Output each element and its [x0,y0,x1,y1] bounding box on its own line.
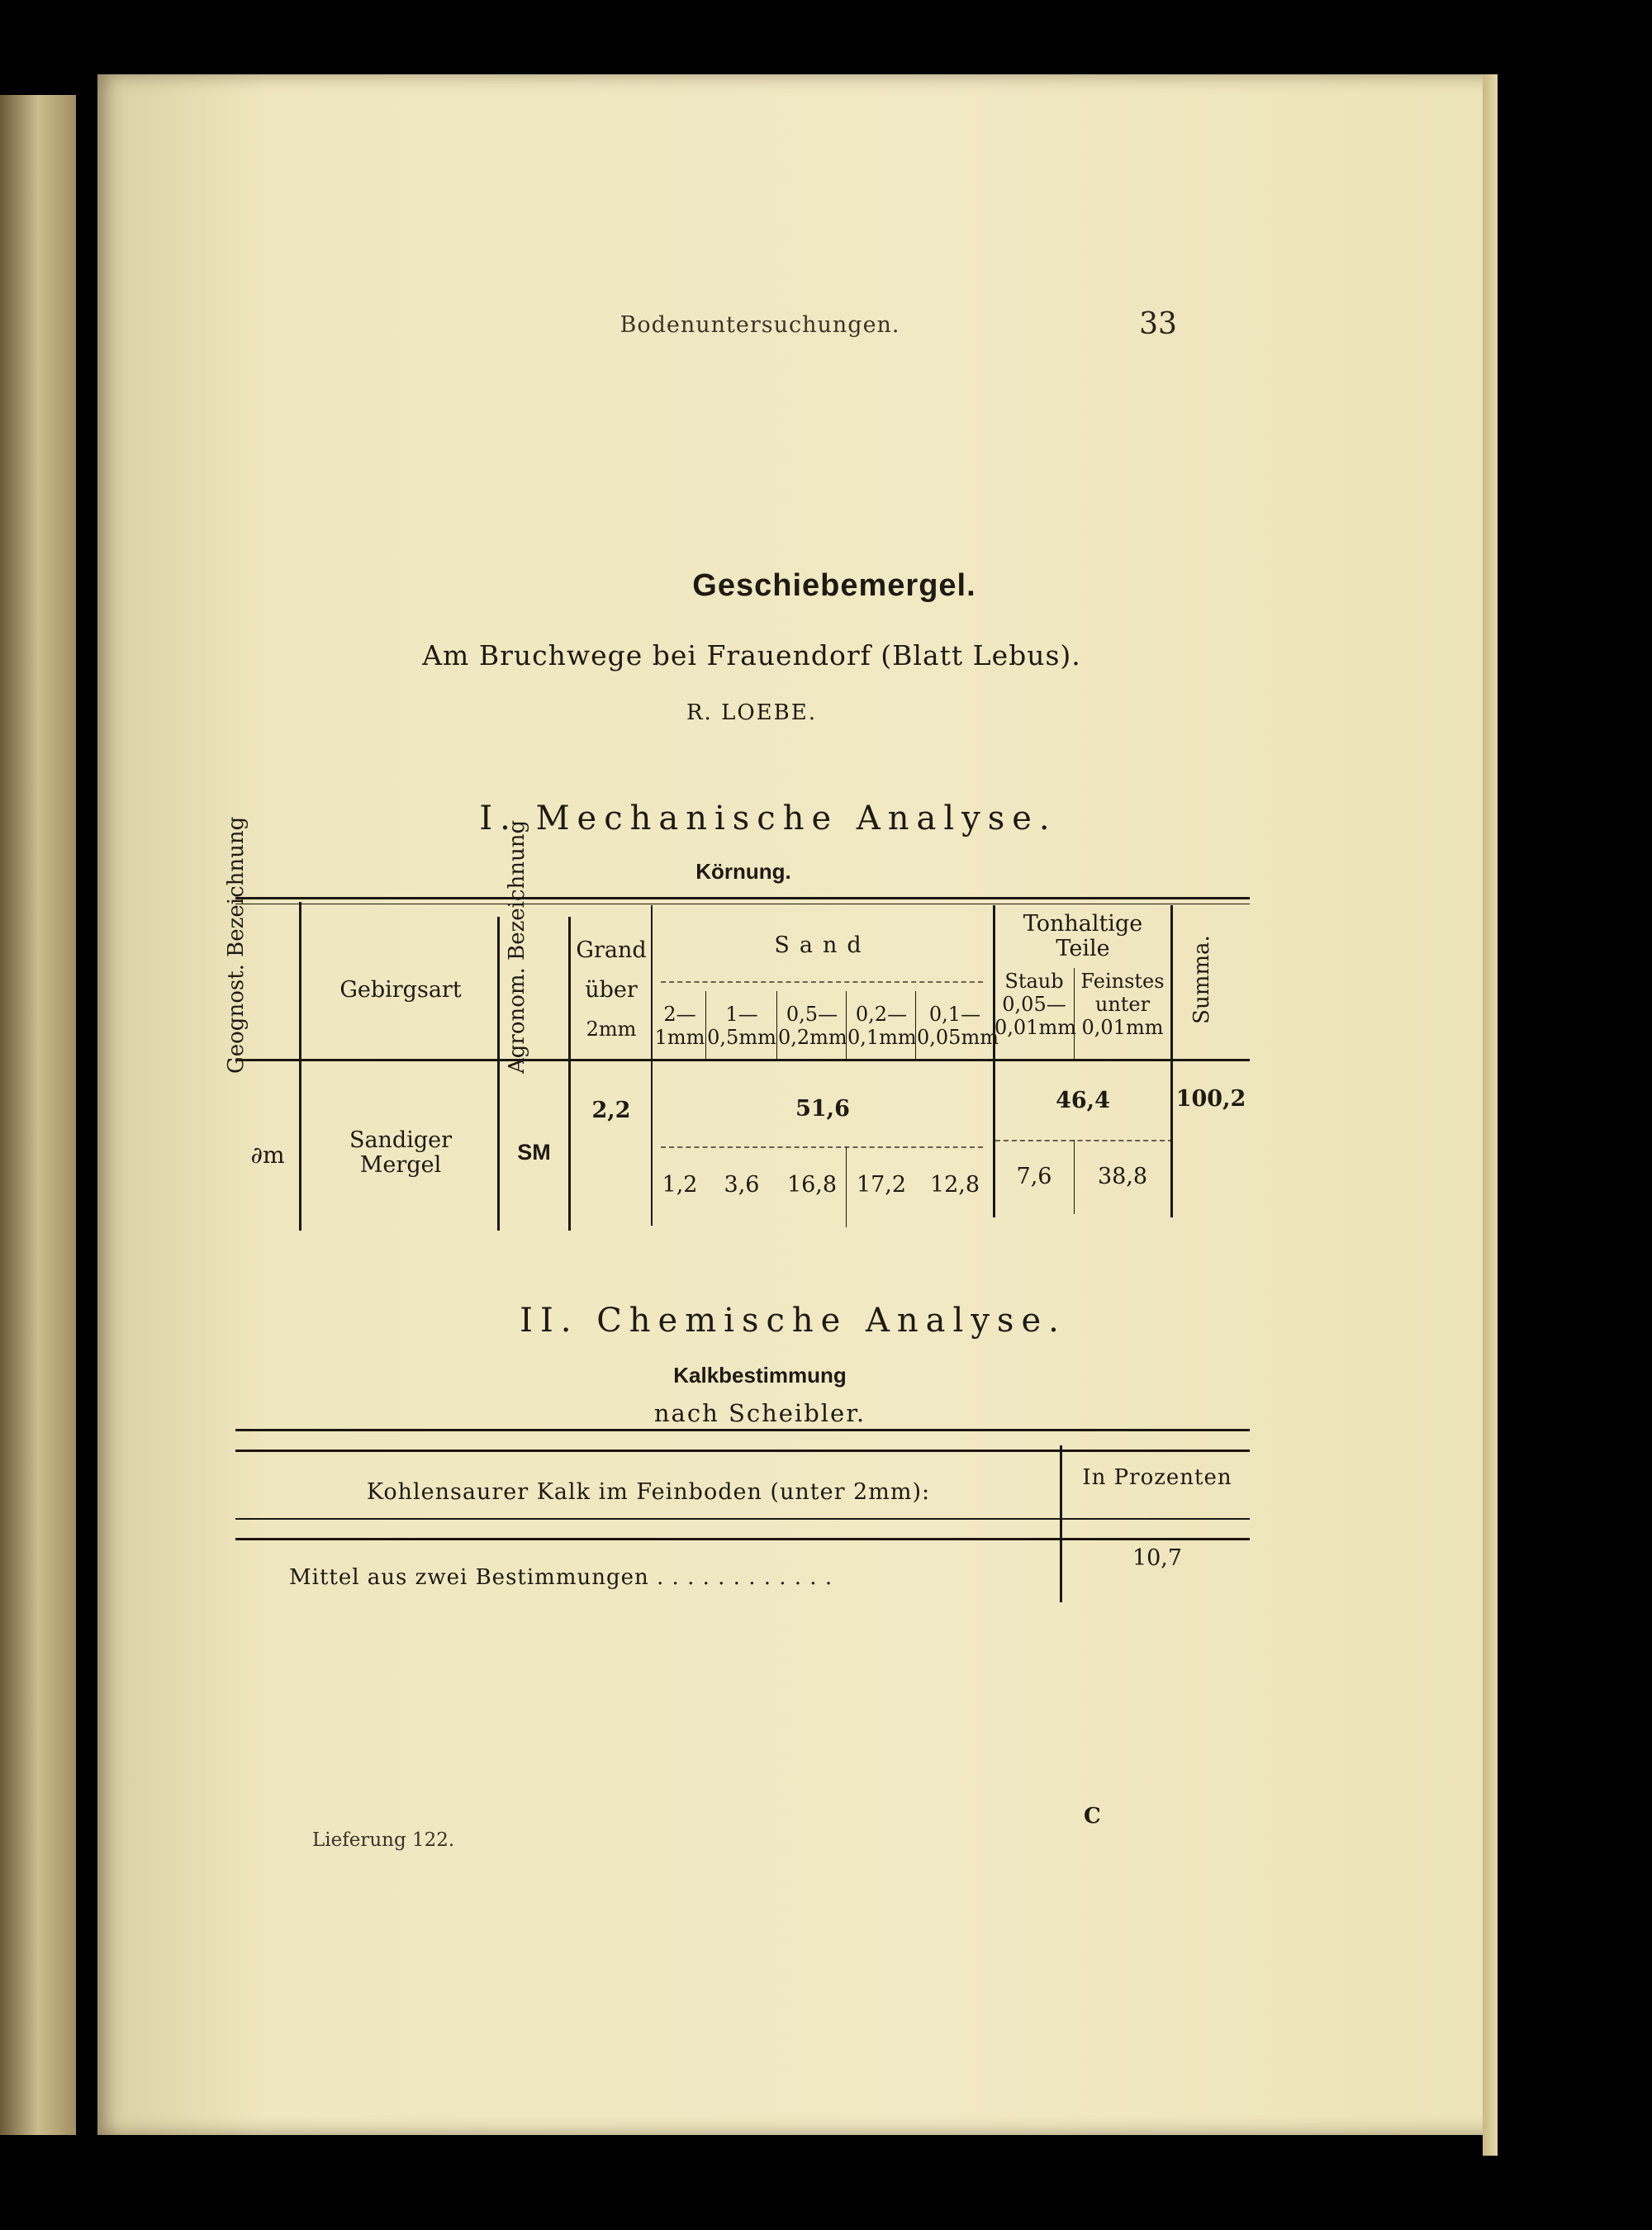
header-ton-2: Teile [1056,936,1110,961]
header-sand-col-3 [778,1003,846,1049]
header-agronom [505,819,563,1074]
header-gebirgsart: Gebirgsart [339,977,462,1003]
header-summa [1189,897,1222,1062]
feinstes-line-3: 0,01mm [1081,1016,1164,1039]
header-sand-col-2 [707,1003,776,1049]
sand-col-4-bottom: 0,1mm [847,1026,917,1049]
header-summa-label: Summa. [1189,935,1214,1024]
sand-subcol-divider [776,991,777,1059]
col-divider [497,917,500,1231]
row-sand-value-5: 12,8 [929,1172,980,1198]
row-agronom: SM [517,1140,551,1165]
row-staub: 7,6 [1016,1164,1052,1189]
staub-line-3: 0,01mm [995,1016,1076,1039]
header-sand: Sand [774,932,871,958]
feinstes-line-1: Feinstes [1080,970,1165,993]
sand-col-4-top: 0,2— [855,1003,908,1026]
sand-col-1-bottom: 1mm [654,1026,705,1049]
row-summa: 100,2 [1175,1086,1246,1112]
document-title: Geschiebemergel. [692,568,976,603]
header-feinstes [1075,970,1170,1039]
table2-row-value: 10,7 [1132,1545,1183,1571]
sand-col-3-top: 0,5— [786,1003,838,1026]
sand-subcol-divider [705,991,706,1059]
row-sand-value-3: 16,8 [786,1172,838,1198]
header-sand-col-5 [917,1003,999,1049]
col-divider [568,917,571,1231]
row-grand: 2,2 [591,1098,631,1123]
row-sand-value-4: 17,2 [856,1172,907,1198]
table2-row-label: Mittel aus zwei Bestimmungen . . . . . . . . . . . . [289,1565,833,1590]
col-divider [299,902,301,1231]
header-agronom-label: Agronom. Bezeichnung [505,819,529,1074]
table2-header-rule [235,1518,1250,1520]
sand-col-3-bottom: 0,2mm [778,1026,847,1049]
col-divider [1170,905,1173,1217]
sand-col-5-bottom: 0,05mm [917,1026,999,1049]
staub-line-2: 0,05— [1002,993,1066,1016]
running-title: Bodenuntersuchungen. [620,312,900,338]
row-feinstes: 38,8 [1097,1164,1148,1189]
section-heading-mechanical: I. Mechanische Analyse. [479,799,1057,837]
header-grand-2: über [585,977,638,1003]
table2-top-rule [235,1429,1250,1431]
header-staub [995,970,1074,1039]
section-heading-chemical: II. Chemische Analyse. [520,1302,1066,1340]
sand-header-divider [661,981,983,983]
header-ton-1: Tonhaltige [1023,911,1143,937]
footer-lieferung: Lieferung 122. [312,1829,455,1851]
ton-row-divider [995,1140,1173,1141]
row-gebirgsart-1: Sandiger [349,1127,453,1153]
staub-line-1: Staub [1004,970,1064,993]
header-sand-col-4 [847,1003,915,1049]
page-number: 33 [1139,307,1177,341]
author: R. LOEBE. [686,700,818,725]
section-subheading-scheibler: nach Scheibler. [653,1399,866,1427]
sand-subcol-divider [846,1146,847,1227]
table2-top-rule-2 [235,1450,1250,1452]
row-gebirgsart-2: Mergel [359,1152,442,1178]
page-fore-edge [1483,74,1498,2156]
feinstes-line-2: unter [1094,993,1151,1016]
header-geognost [224,816,282,1074]
header-sand-col-1 [654,1003,705,1049]
row-geognost: ∂m [250,1141,285,1169]
table-header-rule [235,1059,1250,1061]
table2-header-rule-2 [235,1538,1250,1540]
table2-header-right: In Prozenten [1082,1465,1232,1490]
facing-page-edge [0,95,76,2135]
row-sand-value-2: 3,6 [724,1172,760,1198]
header-grand-1: Grand [576,937,647,963]
sand-col-2-bottom: 0,5mm [707,1026,776,1049]
row-sand-total: 51,6 [795,1096,850,1122]
section-subheading-kalkbestimmung: Kalkbestimmung [673,1363,847,1388]
header-grand-3: 2mm [586,1018,637,1041]
sand-row-divider [661,1146,983,1148]
table-top-rule [235,897,1250,899]
section-subheading-koernung: Körnung. [695,859,791,884]
printer-signature: C [1084,1804,1101,1829]
ton-subcol-divider [1074,1140,1075,1214]
header-geognost-label: Geognost. Bezeichnung [224,816,249,1074]
document-subtitle: Am Bruchwege bei Frauendorf (Blatt Lebus). [422,639,1081,671]
sand-col-5-top: 0,1— [928,1003,981,1026]
row-sand-value-1: 1,2 [662,1172,698,1198]
table2-header-left: Kohlensaurer Kalk im Feinboden (unter 2mm): [366,1479,931,1505]
sand-col-1-top: 2— [663,1003,696,1026]
ton-subcol-divider [1074,968,1075,1059]
sand-col-2-top: 1— [725,1003,758,1026]
row-ton-total: 46,4 [1056,1088,1110,1113]
